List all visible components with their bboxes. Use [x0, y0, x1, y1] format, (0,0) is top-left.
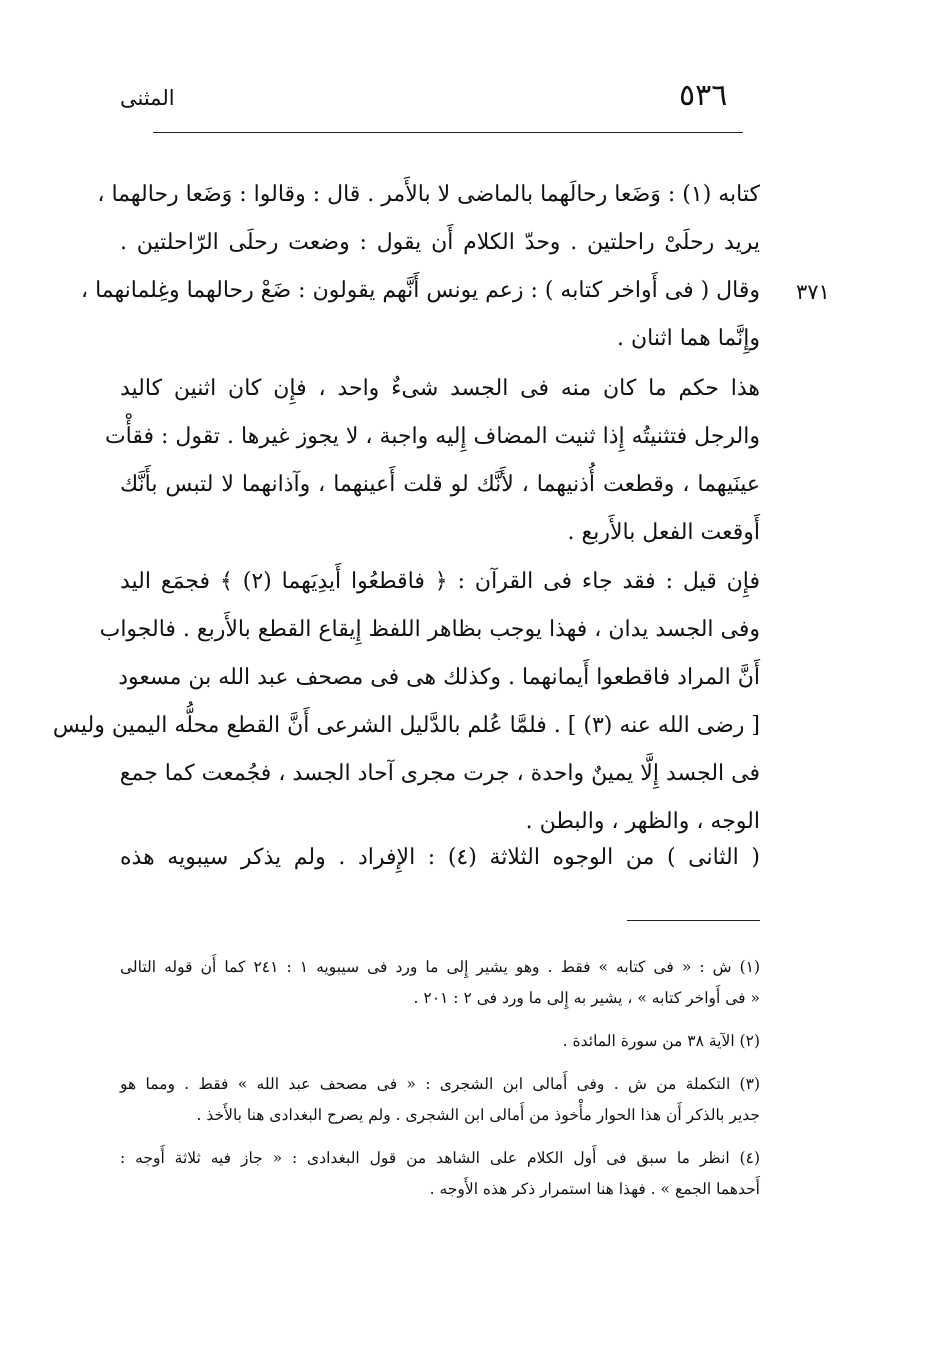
text-line: وقال ( فى أَواخر كتابه ) : زعم يونس أَنَّهم يقولون : ضَعْ رحالهما وغِلمانهما ، — [80, 278, 760, 303]
footnote — [120, 1143, 760, 1205]
footnote-line: (٤) انظر ما سبق فى أَول الكلام على الشاهد من قول البغدادى : « جاز فيه ثلاثة أَوجه : — [120, 1149, 760, 1167]
text-line: فى الجسد إِلَّا يمينٌ واحدة ، جرت مجرى آحاد الجسد ، فجُمعت كما جمع — [119, 761, 760, 786]
text-line: كتابه (١) : وَضَعا رحالَهما بالماضى لا بالأَمر . قال : وقالوا : وَضَعا رحالهما ، — [97, 182, 760, 207]
text-line: يريد رحلَىْ راحلتين . وحدّ الكلام أَن يقول : وضعت رحلَى الرّاحلتين . — [120, 230, 760, 255]
text-line: [ رضى الله عنه (٣) ] . فلمَّا عُلم بالدَّليل الشرعى أَنَّ القطع محلُّه اليمين وليس — [52, 713, 760, 738]
text-line: والرجل فتثنيتُه إِذا ثنيت المضاف إِليه واجبة ، لا يجوز غيرها . تقول : فقأْت — [104, 424, 760, 449]
text-line: وإِنَّما هما اثنان . — [616, 326, 760, 351]
footnote-line: جدير بالذكر أَن هذا الحوار مأْخوذ من أَمالى ابن الشجرى . ولم يصرح البغدادى هنا بالأَخذ . — [196, 1106, 760, 1124]
running-head: المثنى — [120, 86, 175, 110]
footnote-line: (٣) التكملة من ش . وفى أَمالى ابن الشجرى : « فى مصحف عبد الله » فقط . ومما هو — [120, 1075, 760, 1093]
body-paragraph — [120, 834, 760, 882]
text-line: الوجه ، والظهر ، والبطن . — [525, 809, 760, 834]
footnote — [120, 952, 760, 1014]
footnote — [120, 1026, 760, 1057]
text-line: فإِن قيل : فقد جاء فى القرآن : ﴿ فاقطعُوا أَيدِيَهما (٢) ﴾ فجمَع اليد — [120, 569, 760, 594]
footnote-line: « فى أَواخر كتابه » ، يشير به إِلى ما ورد فى ٢ : ٢٠١ . — [413, 989, 760, 1007]
text-line: هذا حكم ما كان منه فى الجسد شىءٌ واحد ، فإِن كان اثنين كاليد — [120, 376, 760, 401]
margin-number: ٣٧١ — [796, 280, 830, 304]
body-paragraph — [52, 558, 760, 846]
text-line: عينَيهما ، وقطعت أُذنيهما ، لأَنَّك لو قلت أَعينهما ، وآذانهما لا لتبس بأَنَّك — [120, 472, 760, 497]
page-number: ٥٣٦ — [679, 78, 728, 113]
body-paragraph — [104, 365, 760, 557]
text-line: أَوقعت الفعل بالأَربع . — [567, 520, 760, 545]
header-rule — [153, 132, 743, 133]
footnote-line: (٢) الآية ٣٨ من سورة المائدة . — [562, 1032, 760, 1050]
footnote — [120, 1069, 760, 1131]
footnote-line: أَحدهما الجمع » . فهذا هنا استمرار ذكر هذه الأَوجه . — [429, 1180, 760, 1198]
body-paragraph — [80, 171, 760, 363]
text-line: ( الثانى ) من الوجوه الثلاثة (٤) : الإِفراد . ولم يذكر سيبويه هذه — [120, 845, 760, 870]
footnote-line: (١) ش : « فى كتابه » فقط . وهو يشير إِلى ما ورد فى سيبويه ١ : ٢٤١ كما أَن قوله التالى — [120, 958, 761, 976]
text-line: أَنَّ المراد فاقطعوا أَيمانهما . وكذلك هى فى مصحف عبد الله بن مسعود — [118, 665, 760, 690]
text-line: وفى الجسد يدان ، فهذا يوجب بظاهر اللفظ إِيقاع القطع بالأَربع . فالجواب — [99, 617, 760, 642]
footnote-rule — [627, 920, 760, 921]
footnotes — [120, 952, 760, 1217]
